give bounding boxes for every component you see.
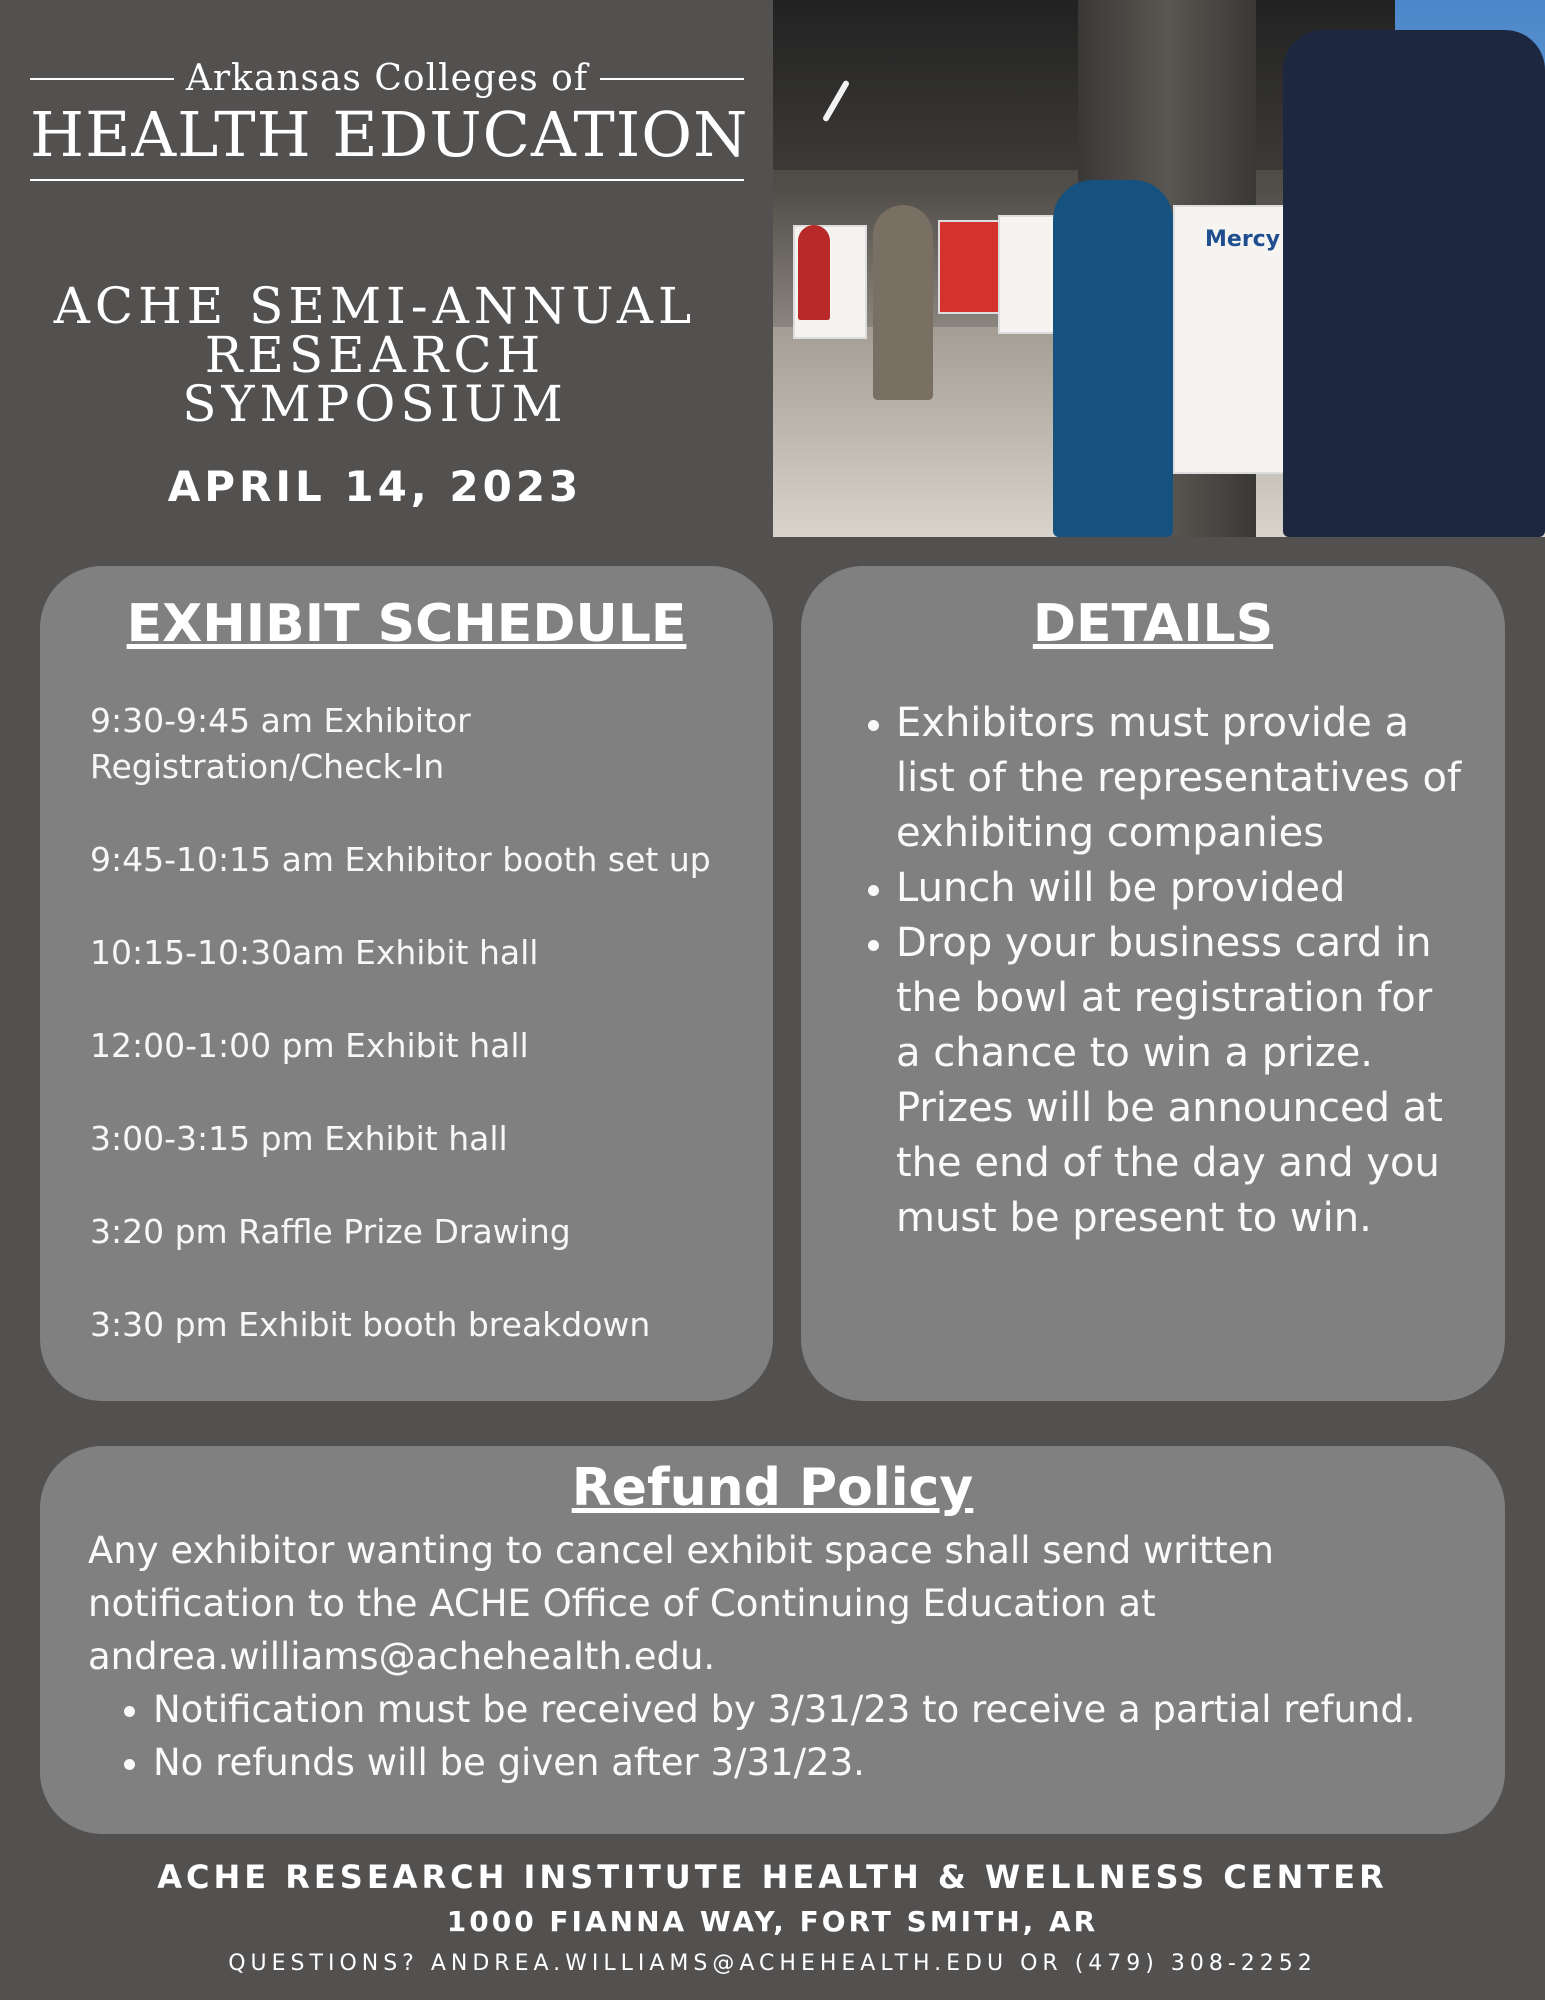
event-date: APRIL 14, 2023 bbox=[167, 462, 583, 511]
event-title bbox=[30, 277, 720, 433]
event-title-line: SYMPOSIUM bbox=[182, 375, 568, 433]
event-photo bbox=[773, 0, 1545, 537]
event-title-line: RESEARCH bbox=[204, 326, 546, 384]
refund-policy-card bbox=[40, 1446, 1505, 1834]
logo-rule-left bbox=[30, 78, 174, 80]
logo-underline bbox=[30, 179, 744, 181]
poster-label: Mercy bbox=[1205, 227, 1281, 252]
details-list bbox=[801, 696, 1505, 1246]
schedule-item: 3:30 pm Exhibit booth breakdown bbox=[90, 1305, 651, 1344]
schedule-item: 10:15-10:30am Exhibit hall bbox=[90, 933, 539, 972]
details-item: • Exhibitors must provide a list of the representatives of exhibiting companies bbox=[896, 696, 1466, 861]
logo-rule-right bbox=[600, 78, 744, 80]
schedule-item: 12:00-1:00 pm Exhibit hall bbox=[90, 1026, 529, 1065]
logo-line1: Arkansas Colleges of bbox=[185, 58, 589, 99]
refund-policy-list bbox=[40, 1683, 1505, 1789]
schedule-item: 9:45-10:15 am Exhibitor booth set up bbox=[90, 840, 711, 879]
photo-person bbox=[798, 225, 830, 320]
schedule-item: 3:20 pm Raffle Prize Drawing bbox=[90, 1212, 571, 1251]
schedule-item: 3:00-3:15 pm Exhibit hall bbox=[90, 1119, 508, 1158]
schedule-item: 9:30-9:45 am Exhibitor Registration/Check-In bbox=[90, 701, 471, 786]
details-title: DETAILS bbox=[1032, 594, 1274, 654]
event-title-line: ACHE SEMI-ANNUAL bbox=[53, 277, 697, 335]
exhibit-schedule-list bbox=[40, 698, 773, 1348]
refund-item: • Notification must be received by 3/31/23 to receive a partial refund. bbox=[153, 1683, 1505, 1736]
refund-policy-text: Any exhibitor wanting to cancel exhibit space shall send written notification to the ACHE Office of Continuing Education at andrea.williams@achehealth.edu. bbox=[88, 1529, 1274, 1678]
logo-top-line bbox=[30, 58, 744, 99]
refund-item: • No refunds will be given after 3/31/23. bbox=[153, 1736, 1505, 1789]
exhibit-schedule-card bbox=[40, 566, 773, 1401]
photo-person-blue-dress bbox=[1053, 180, 1173, 537]
photo-person bbox=[873, 205, 933, 400]
exhibit-schedule-title: EXHIBIT SCHEDULE bbox=[126, 594, 687, 654]
details-item: • Drop your business card in the bowl at registration for a chance to win a prize. Prizes will be announced at the end of the day and you must be present to win. bbox=[896, 916, 1466, 1246]
photo-poster-red bbox=[938, 220, 1002, 314]
logo-line2: HEALTH EDUCATION bbox=[30, 98, 749, 171]
refund-policy-title: Refund Policy bbox=[571, 1458, 974, 1518]
footer-address: 1000 FIANNA WAY, FORT SMITH, AR bbox=[446, 1905, 1099, 1938]
details-card bbox=[801, 566, 1505, 1401]
college-logo bbox=[30, 58, 749, 181]
footer-venue: ACHE RESEARCH INSTITUTE HEALTH & WELLNESS CENTER bbox=[157, 1858, 1388, 1896]
photo-person-suit bbox=[1283, 30, 1545, 537]
details-item: • Lunch will be provided bbox=[896, 861, 1466, 916]
footer-contact: QUESTIONS? ANDREA.WILLIAMS@ACHEHEALTH.EDU OR (479) 308-2252 bbox=[228, 1951, 1317, 1976]
